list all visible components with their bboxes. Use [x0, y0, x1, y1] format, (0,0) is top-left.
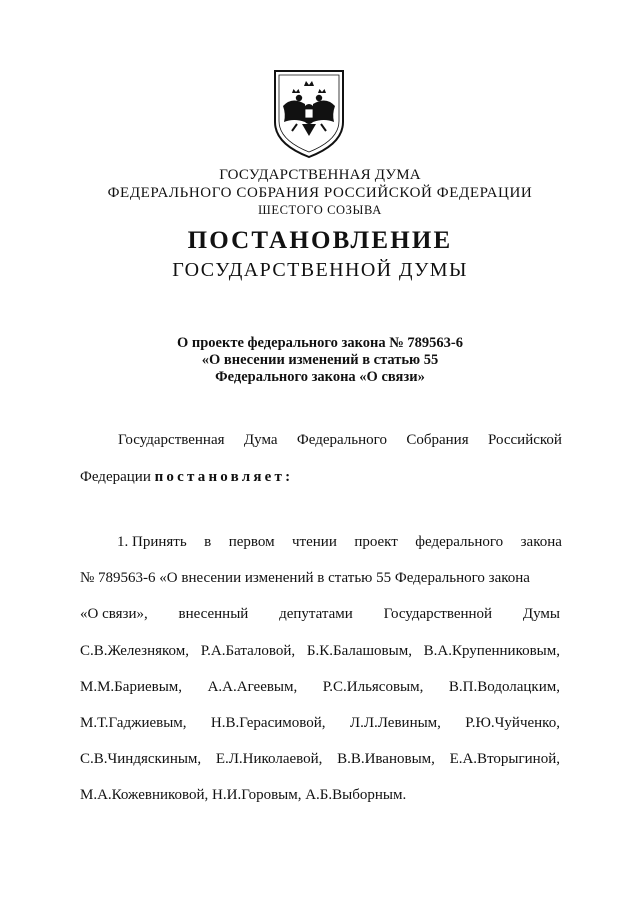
item1-word: первом [228, 534, 275, 550]
deputy-name: Е.Л.Николаевой, [215, 751, 323, 767]
item1-word: Думы [522, 606, 560, 622]
item1-word: депутатами [279, 606, 353, 622]
document-subtitle: ГОСУДАРСТВЕННОЙ ДУМЫ [172, 259, 468, 281]
deputy-name: М.М.Бариевым, [80, 679, 183, 695]
subject-line-2: «О внесении изменений в статью 55 [201, 352, 439, 368]
deputy-name: С.В.Чиндяскиным, [80, 751, 202, 767]
deputy-name: В.А.Крупенниковым, [423, 643, 560, 659]
item1-word: проект [354, 534, 398, 550]
header-line-convocation: ШЕСТОГО СОЗЫВА [258, 203, 382, 217]
header-line-duma: ГОСУДАРСТВЕННАЯ ДУМА [219, 167, 421, 183]
preamble-line-2 [80, 469, 293, 486]
item1-line-5 [80, 679, 560, 696]
deputy-name: Р.С.Ильясовым, [322, 679, 424, 695]
preamble-line-1 [118, 432, 562, 449]
deputy-name: Р.А.Баталовой, [200, 643, 296, 659]
deputy-name: А.А.Агеевым, [207, 679, 298, 695]
item1-line-8: М.А.Кожевниковой, Н.И.Горовым, А.Б.Выборным. [80, 787, 407, 803]
preamble-word: Федерального [296, 432, 387, 448]
item1-word: федерального [415, 534, 504, 550]
item1-line-3 [80, 606, 560, 623]
deputy-name: Р.Ю.Чуйченко, [465, 715, 560, 731]
item1-word: закона [520, 534, 562, 550]
preamble-word: Государственная [118, 432, 225, 448]
deputy-name: В.П.Водолацким, [448, 679, 560, 695]
item1-word: внесенный [178, 606, 249, 622]
deputy-name: Н.В.Герасимовой, [210, 715, 326, 731]
item1-word: 1. Принять [117, 534, 187, 550]
preamble-word: Собрания [406, 432, 469, 448]
preamble-word: Дума [243, 432, 278, 448]
deputy-name: В.В.Ивановым, [337, 751, 435, 767]
item1-line-6 [80, 715, 560, 732]
deputy-name: М.Т.Гаджиевым, [80, 715, 187, 731]
coat-of-arms-icon [272, 68, 346, 160]
item1-line-2: № 789563-6 «О внесении изменений в статью 55 Федерального закона [80, 570, 530, 586]
preamble-federation: Федерации [80, 469, 151, 485]
deputy-name: Б.К.Балашовым, [306, 643, 412, 659]
item1-word: чтении [292, 534, 337, 550]
document-title: ПОСТАНОВЛЕНИЕ [187, 227, 453, 254]
subject-line-1: О проекте федерального закона № 789563-6 [176, 335, 464, 351]
header-line-assembly: ФЕДЕРАЛЬНОГО СОБРАНИЯ РОССИЙСКОЙ ФЕДЕРАЦИИ [107, 185, 533, 201]
deputy-name: Е.А.Вторыгиной, [449, 751, 560, 767]
deputy-name: Л.Л.Левиным, [349, 715, 441, 731]
preamble-word: Российской [488, 432, 562, 448]
item1-line-1 [117, 534, 562, 551]
item1-word: «О связи», [80, 606, 148, 622]
deputy-name: С.В.Железняком, [80, 643, 190, 659]
item1-line-7 [80, 751, 560, 768]
resolves-text: постановляет: [154, 469, 294, 485]
item1-word: Государственной [383, 606, 493, 622]
item1-word: в [204, 534, 212, 550]
item1-line-4 [80, 643, 560, 660]
subject-line-3: Федерального закона «О связи» [215, 369, 425, 385]
